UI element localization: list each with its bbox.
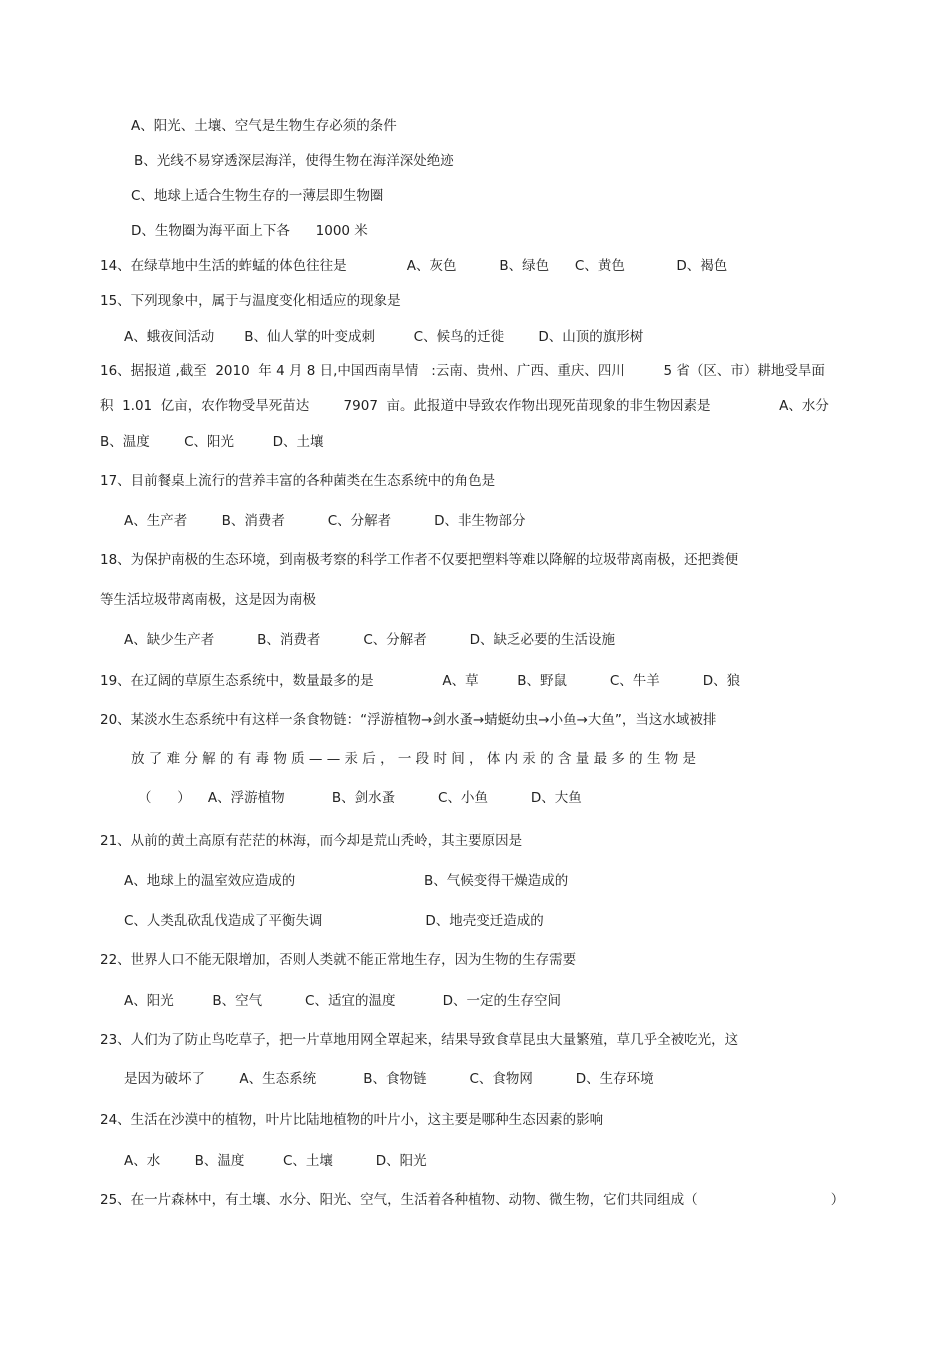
question-16-options: B、温度 C、阳光 D、土壤 <box>100 434 324 450</box>
question-20-line2: 放 了 难 分 解 的 有 毒 物 质 — — 汞 后 ， 一 段 时 间 ， 体 内 汞 的 含 量 最 多 的 生 物 是 <box>131 751 697 767</box>
question-22-options: A、阳光 B、空气 C、适宜的温度 D、一定的生存空间 <box>124 993 562 1009</box>
option-13d: D、生物圈为海平面上下各 1000 米 <box>131 223 368 239</box>
question-22: 22、世界人口不能无限增加，否则人类就不能正常地生存，因为生物的生存需要 <box>100 952 577 968</box>
question-24: 24、生活在沙漠中的植物，叶片比陆地植物的叶片小，这主要是哪种生态因素的影响 <box>100 1112 604 1128</box>
question-25: 25、在一片森林中，有土壤、水分、阳光、空气，生活着各种植物、动物、微生物，它们共同组成（ ） <box>100 1192 845 1208</box>
question-17: 17、目前餐桌上流行的营养丰富的各种菌类在生态系统中的角色是 <box>100 473 496 489</box>
question-16-line2: 积 1.01 亿亩，农作物受旱死苗达 7907 亩。此报道中导致农作物出现死苗现象的非生物因素是 A、水分 <box>100 398 829 414</box>
option-13c: C、地球上适合生物生存的一薄层即生物圈 <box>131 188 384 204</box>
question-23-line2: 是因为破坏了 A、生态系统 B、食物链 C、食物网 D、生存环境 <box>124 1071 654 1087</box>
question-20-options: （ ） A、浮游植物 B、剑水蚤 C、小鱼 D、大鱼 <box>138 790 582 806</box>
question-21: 21、从前的黄土高原有茫茫的林海，而今却是荒山秃岭，其主要原因是 <box>100 833 523 849</box>
question-14: 14、在绿草地中生活的蚱蜢的体色往往是 A、灰色 B、绿色 C、黄色 D、褐色 <box>100 258 728 274</box>
question-15: 15、下列现象中，属于与温度变化相适应的现象是 <box>100 293 401 309</box>
question-18-options: A、缺少生产者 B、消费者 C、分解者 D、缺乏必要的生活设施 <box>124 632 616 648</box>
question-21-options-cd: C、人类乱砍乱伐造成了平衡失调 D、地壳变迁造成的 <box>124 913 544 929</box>
question-17-options: A、生产者 B、消费者 C、分解者 D、非生物部分 <box>124 513 526 529</box>
option-13b: B、光线不易穿透深层海洋，使得生物在海洋深处绝迹 <box>134 153 454 169</box>
question-16-line1: 16、据报道 ,截至 2010 年 4 月 8 日,中国西南旱情 :云南、贵州、广西、重庆、四川 5 省（区、市）耕地受旱面 <box>100 363 825 379</box>
question-21-options-ab: A、地球上的温室效应造成的 B、气候变得干燥造成的 <box>124 873 569 889</box>
option-13a: A、阳光、土壤、空气是生物生存必须的条件 <box>131 118 397 134</box>
question-18-line2: 等生活垃圾带离南极，这是因为南极 <box>100 592 316 608</box>
question-19: 19、在辽阔的草原生态系统中，数量最多的是 A、草 B、野鼠 C、牛羊 D、狼 <box>100 673 741 689</box>
question-20-line1: 20、某淡水生态系统中有这样一条食物链：“浮游植物→剑水蚤→蜻蜓幼虫→小鱼→大鱼”，当这水域被排 <box>100 712 717 728</box>
question-23-line1: 23、人们为了防止鸟吃草子，把一片草地用网全罩起来，结果导致食草昆虫大量繁殖，草几乎全被吃光，这 <box>100 1032 739 1048</box>
question-24-options: A、水 B、温度 C、土壤 D、阳光 <box>124 1153 427 1169</box>
question-18-line1: 18、为保护南极的生态环境，到南极考察的科学工作者不仅要把塑料等难以降解的垃圾带离南极，还把粪便 <box>100 552 739 568</box>
question-15-options: A、蛾夜间活动 B、仙人掌的叶变成刺 C、候鸟的迁徙 D、山顶的旗形树 <box>124 329 644 345</box>
